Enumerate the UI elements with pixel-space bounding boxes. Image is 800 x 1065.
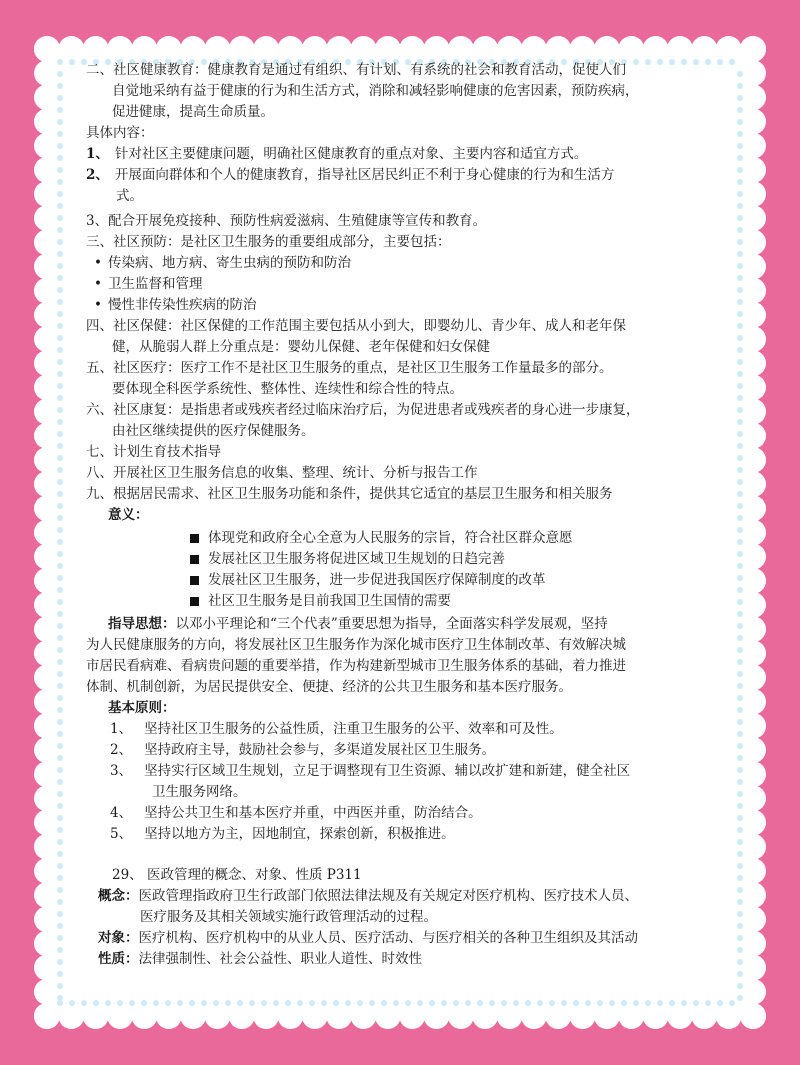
border-dot [737, 707, 743, 713]
border-dot [165, 1000, 171, 1006]
border-dot [57, 767, 63, 773]
border-dot [57, 179, 63, 185]
border-dot [57, 203, 63, 209]
border-dot [381, 1000, 387, 1006]
border-dot [693, 1000, 699, 1006]
border-dot [405, 1000, 411, 1006]
border-dot [57, 647, 63, 653]
border-dot [57, 299, 63, 305]
principle-text: 坚持公共卫生和基本医疗并重，中西医并重，防治结合。 [144, 805, 482, 821]
section-6-line-2: 由社区继续提供的医疗保健服务。 [112, 423, 315, 439]
significance-item: 发展社区卫生服务将促进区域卫生规划的日趋完善 [86, 549, 706, 570]
border-dot [69, 1000, 75, 1006]
border-dot [57, 563, 63, 569]
border-dot [489, 1000, 495, 1006]
border-dot [513, 1000, 519, 1006]
border-dot [477, 1000, 483, 1006]
border-dot [57, 347, 63, 353]
border-dot [57, 143, 63, 149]
border-dot [213, 1000, 219, 1006]
significance-heading: 意义： [108, 507, 149, 523]
border-dot [737, 539, 743, 545]
border-dot [609, 1000, 615, 1006]
border-dot [737, 635, 743, 641]
square-bullet-icon [190, 555, 199, 564]
border-dot [737, 899, 743, 905]
border-dot [57, 239, 63, 245]
border-dot [737, 455, 743, 461]
border-dot [737, 575, 743, 581]
border-dot [57, 323, 63, 329]
prevention-item: • 卫生监督和管理 [86, 274, 706, 295]
border-dot [737, 935, 743, 941]
border-dot [737, 155, 743, 161]
border-dot [633, 1000, 639, 1006]
section-2-line-1: 二、社区健康教育：健康教育是通过有组织、有计划、有系统的社会和教育活动，促使人们 [86, 62, 626, 78]
border-dot [501, 1000, 507, 1006]
border-dot [57, 131, 63, 137]
border-dot [57, 287, 63, 293]
border-dot [285, 1000, 291, 1006]
guiding-line-2: 为人民健康服务的方向，将发展社区卫生服务作为深化城市医疗卫生体制改革、有效解决城 [86, 637, 626, 653]
object-text: 医疗机构、医疗机构中的从业人员、医疗活动、与医疗相关的各种卫生组织及其活动 [138, 930, 638, 946]
border-dot [737, 179, 743, 185]
border-dot [737, 143, 743, 149]
border-dot [57, 527, 63, 533]
border-dot [717, 1000, 723, 1006]
content-item-1-num: 1、 [86, 146, 109, 162]
principle-num: 1、 [110, 721, 133, 737]
border-dot [737, 215, 743, 221]
border-dot [57, 227, 63, 233]
border-dot [737, 503, 743, 509]
border-dot [57, 695, 63, 701]
border-dot [737, 119, 743, 125]
border-dot [57, 839, 63, 845]
border-dot [645, 1000, 651, 1006]
border-dot [369, 1000, 375, 1006]
border-dot [429, 1000, 435, 1006]
principles-list [86, 719, 706, 845]
border-dot [681, 1000, 687, 1006]
border-dot [345, 1000, 351, 1006]
guiding-line-3: 市居民看病难、看病贵问题的重要举措，作为构建新型城市卫生服务体系的基础，着力推进 [86, 658, 626, 674]
border-dot [57, 911, 63, 917]
border-dot [57, 467, 63, 473]
border-dot [737, 275, 743, 281]
section-4-line-2: 健，从脆弱人群上分重点是：婴幼儿保健、老年保健和妇女保健 [112, 339, 490, 355]
border-dot [57, 335, 63, 341]
border-dot [57, 503, 63, 509]
border-dot [57, 947, 63, 953]
border-dot [57, 935, 63, 941]
border-dot [309, 1000, 315, 1006]
border-dot [737, 467, 743, 473]
border-dot [57, 731, 63, 737]
section-7: 七、计划生育技术指导 [86, 444, 221, 460]
border-dot [737, 659, 743, 665]
border-dot [57, 167, 63, 173]
border-dot [657, 1000, 663, 1006]
border-dot [737, 743, 743, 749]
border-dot [737, 611, 743, 617]
guiding-line-4: 体制、机制创新，为居民提供安全、便捷、经济的公共卫生服务和基本医疗服务。 [86, 679, 572, 695]
significance-item: 社区卫生服务是目前我国卫生国情的需要 [86, 591, 706, 612]
border-dot [737, 731, 743, 737]
border-dot [717, 59, 723, 65]
border-dot [153, 1000, 159, 1006]
border-dot [57, 815, 63, 821]
border-dot [737, 395, 743, 401]
border-dot [57, 491, 63, 497]
principle-num: 3、 [110, 763, 133, 779]
prevention-list [86, 253, 706, 316]
border-dot [93, 1000, 99, 1006]
border-dot [57, 215, 63, 221]
border-dot [729, 1000, 735, 1006]
border-dot [201, 1000, 207, 1006]
border-dot [737, 131, 743, 137]
principle-text: 坚持实行区域卫生规划，立足于调整现有卫生资源、辅以改扩建和新建，健全社区 [144, 763, 631, 779]
border-dot [57, 587, 63, 593]
border-dot [57, 275, 63, 281]
border-dot [105, 1000, 111, 1006]
border-dot [537, 1000, 543, 1006]
border-dot [737, 791, 743, 797]
border-dot [57, 431, 63, 437]
border-dot [57, 887, 63, 893]
border-dot [737, 803, 743, 809]
border-dot [737, 71, 743, 77]
border-dot [737, 599, 743, 605]
border-dot [57, 659, 63, 665]
border-dot [737, 299, 743, 305]
border-dot [737, 419, 743, 425]
border-dot [141, 1000, 147, 1006]
border-dot [57, 119, 63, 125]
section-6-line-1: 六、社区康复：是指患者或残疾者经过临床治疗后，为促进患者或残疾者的身心进一步康复， [86, 402, 640, 418]
border-dot [737, 323, 743, 329]
border-dot [57, 995, 63, 1001]
significance-item: 发展社区卫生服务，进一步促进我国医疗保障制度的改革 [86, 570, 706, 591]
border-dot [737, 563, 743, 569]
border-dot [669, 1000, 675, 1006]
border-dot [57, 455, 63, 461]
border-dot [57, 551, 63, 557]
significance-item: 体现党和政府全心全意为人民服务的宗旨，符合社区群众意愿 [86, 528, 706, 549]
section-3: 三、社区预防：是社区卫生服务的重要组成部分，主要包括： [86, 234, 451, 250]
border-dot [737, 251, 743, 257]
border-dot [737, 995, 743, 1001]
prevention-item: • 慢性非传染性疾病的防治 [86, 295, 706, 316]
border-dot [57, 443, 63, 449]
border-dot [737, 959, 743, 965]
border-dot [57, 779, 63, 785]
border-dot [57, 95, 63, 101]
border-dot [737, 767, 743, 773]
border-dot [81, 1000, 87, 1006]
border-dot [57, 755, 63, 761]
border-dot [57, 479, 63, 485]
border-dot [237, 1000, 243, 1006]
border-dot [737, 287, 743, 293]
border-dot [57, 371, 63, 377]
concept-line-2: 医疗服务及其相关领域实施行政管理活动的过程。 [140, 909, 437, 925]
border-dot [57, 71, 63, 77]
principles-heading: 基本原则： [108, 700, 176, 716]
border-dot [737, 107, 743, 113]
border-dot [297, 1000, 303, 1006]
border-dot [737, 407, 743, 413]
border-dot [465, 1000, 471, 1006]
border-dot [597, 1000, 603, 1006]
content-item-2-cont: 式。 [116, 188, 143, 204]
border-dot [737, 863, 743, 869]
border-dot [737, 971, 743, 977]
border-dot [737, 875, 743, 881]
prevention-item: • 传染病、地方病、寄生虫病的预防和防治 [86, 253, 706, 274]
principle-cont: 卫生服务网络。 [152, 784, 247, 800]
bullet-dot-icon: • [94, 297, 102, 313]
border-dot [573, 1000, 579, 1006]
section-4-line-1: 四、社区保健：社区保健的工作范围主要包括从小到大，即婴幼儿、青少年、成人和老年保 [86, 318, 626, 334]
border-dot [333, 1000, 339, 1006]
border-dot [737, 911, 743, 917]
border-dot [441, 1000, 447, 1006]
border-dot [737, 167, 743, 173]
principle-num: 4、 [110, 805, 133, 821]
border-dot [561, 1000, 567, 1006]
content-item-3-num: 3、 [86, 213, 109, 229]
border-dot [57, 155, 63, 161]
border-dot [737, 347, 743, 353]
border-dot [737, 551, 743, 557]
border-dot [57, 827, 63, 833]
border-dot [57, 575, 63, 581]
border-dot [57, 251, 63, 257]
section-2-line-2: 自觉地采纳有益于健康的行为和生活方式，消除和减轻影响健康的危害因素，预防疾病， [112, 83, 639, 99]
border-dot [273, 1000, 279, 1006]
border-dot [57, 959, 63, 965]
border-dot [57, 983, 63, 989]
border-dot [737, 359, 743, 365]
border-dot [57, 971, 63, 977]
section-5-line-2: 要体现全科医学系统性、整体性、连续性和综合性的特点。 [112, 381, 463, 397]
border-dot [57, 671, 63, 677]
border-dot [737, 647, 743, 653]
border-dot [57, 611, 63, 617]
border-dot [737, 851, 743, 857]
border-dot [737, 515, 743, 521]
document-body [86, 60, 706, 970]
border-dot [729, 59, 735, 65]
border-dot [189, 1000, 195, 1006]
border-dot [737, 371, 743, 377]
border-dot [737, 887, 743, 893]
border-dot [57, 707, 63, 713]
border-dot [737, 683, 743, 689]
content-item-2-text: 开展面向群体和个人的健康教育，指导社区居民纠正不利于身心健康的行为和生活方 [114, 167, 615, 183]
guiding-line-1: 以邓小平理论和“三个代表”重要思想为指导，全面落实科学发展观，坚持 [175, 616, 608, 632]
border-dot [737, 587, 743, 593]
border-dot [57, 263, 63, 269]
border-dot [129, 1000, 135, 1006]
bullet-dot-icon: • [94, 276, 102, 292]
section-2-line-3: 促进健康，提高生命质量。 [112, 104, 274, 120]
border-dot [69, 59, 75, 65]
nature-label: 性质： [98, 951, 139, 967]
content-item-1-text: 针对社区主要健康问题，明确社区健康教育的重点对象、主要内容和适宜方式。 [114, 146, 588, 162]
border-dot [57, 923, 63, 929]
content-list [86, 144, 706, 232]
border-dot [57, 539, 63, 545]
border-dot [225, 1000, 231, 1006]
border-dot [737, 431, 743, 437]
border-dot [57, 83, 63, 89]
border-dot [737, 239, 743, 245]
border-dot [525, 1000, 531, 1006]
border-dot [737, 383, 743, 389]
section-9: 九、根据居民需求、社区卫生服务功能和条件，提供其它适宜的基层卫生服务和相关服务 [86, 486, 613, 502]
section-5-line-1: 五、社区医疗：医疗工作不是社区卫生服务的重点，是社区卫生服务工作量最多的部分。 [86, 360, 613, 376]
border-dot [357, 1000, 363, 1006]
border-dot [737, 227, 743, 233]
border-dot [57, 899, 63, 905]
border-dot [57, 419, 63, 425]
border-dot [57, 359, 63, 365]
border-dot [57, 683, 63, 689]
border-dot [57, 863, 63, 869]
nature-text: 法律强制性、社会公益性、职业人道性、时效性 [138, 951, 422, 967]
border-dot [57, 635, 63, 641]
border-dot [549, 1000, 555, 1006]
content-item-3-text: 配合开展免疫接种、预防性病爱滋病、生殖健康等宣传和教育。 [108, 213, 487, 229]
border-dot [737, 623, 743, 629]
border-dot [737, 839, 743, 845]
border-dot [737, 203, 743, 209]
principle-num: 5、 [110, 826, 133, 842]
q29-title: 29、 医政管理的概念、对象、性质 P311 [112, 867, 362, 883]
border-dot [737, 83, 743, 89]
border-dot [737, 815, 743, 821]
border-dot [57, 743, 63, 749]
square-bullet-icon [190, 534, 199, 543]
principle-num: 2、 [110, 742, 133, 758]
border-dot [705, 1000, 711, 1006]
border-dot [177, 1000, 183, 1006]
border-dot [417, 1000, 423, 1006]
principle-text: 坚持以地方为主，因地制宜，探索创新，积极推进。 [144, 826, 455, 842]
border-dot [57, 599, 63, 605]
border-dot [737, 263, 743, 269]
border-dot [261, 1000, 267, 1006]
guiding-label: 指导思想： [108, 616, 176, 632]
border-dot [737, 695, 743, 701]
border-dot [737, 719, 743, 725]
concept-label: 概念： [98, 888, 139, 904]
border-dot [57, 59, 63, 65]
border-dot [57, 875, 63, 881]
square-bullet-icon [190, 576, 199, 585]
border-dot [57, 383, 63, 389]
border-dot [57, 851, 63, 857]
border-dot [57, 791, 63, 797]
square-bullet-icon [190, 597, 199, 606]
border-dot [585, 1000, 591, 1006]
border-dot [737, 491, 743, 497]
border-dot [57, 803, 63, 809]
border-dot [737, 983, 743, 989]
border-dot [737, 671, 743, 677]
border-dot [737, 95, 743, 101]
border-dot [737, 923, 743, 929]
border-dot [57, 719, 63, 725]
border-dot [737, 779, 743, 785]
border-dot [249, 1000, 255, 1006]
border-dot [453, 1000, 459, 1006]
border-dot [57, 515, 63, 521]
border-dot [117, 1000, 123, 1006]
border-dot [737, 479, 743, 485]
principle-text: 坚持政府主导，鼓励社会参与，多渠道发展社区卫生服务。 [144, 742, 496, 758]
border-dot [737, 527, 743, 533]
content-item-2-num: 2、 [86, 167, 109, 183]
significance-list [86, 528, 706, 612]
border-dot [57, 107, 63, 113]
border-dot [737, 335, 743, 341]
border-dot [57, 407, 63, 413]
border-dot [57, 623, 63, 629]
object-label: 对象： [98, 930, 139, 946]
border-dot [57, 191, 63, 197]
concept-line-1: 医政管理指政府卫生行政部门依照法律法规及有关规定对医疗机构、医疗技术人员、 [138, 888, 638, 904]
border-dot [737, 947, 743, 953]
border-dot [57, 311, 63, 317]
border-dot [57, 395, 63, 401]
border-dot [737, 443, 743, 449]
border-dot [321, 1000, 327, 1006]
border-dot [737, 755, 743, 761]
border-dot [737, 311, 743, 317]
border-dot [621, 1000, 627, 1006]
border-dot [737, 191, 743, 197]
principle-text: 坚持社区卫生服务的公益性质，注重卫生服务的公平、效率和可及性。 [144, 721, 563, 737]
section-8: 八、开展社区卫生服务信息的收集、整理、统计、分析与报告工作 [86, 465, 478, 481]
bullet-dot-icon: • [94, 255, 102, 271]
content-heading: 具体内容： [86, 125, 154, 141]
border-dot [393, 1000, 399, 1006]
border-dot [737, 827, 743, 833]
